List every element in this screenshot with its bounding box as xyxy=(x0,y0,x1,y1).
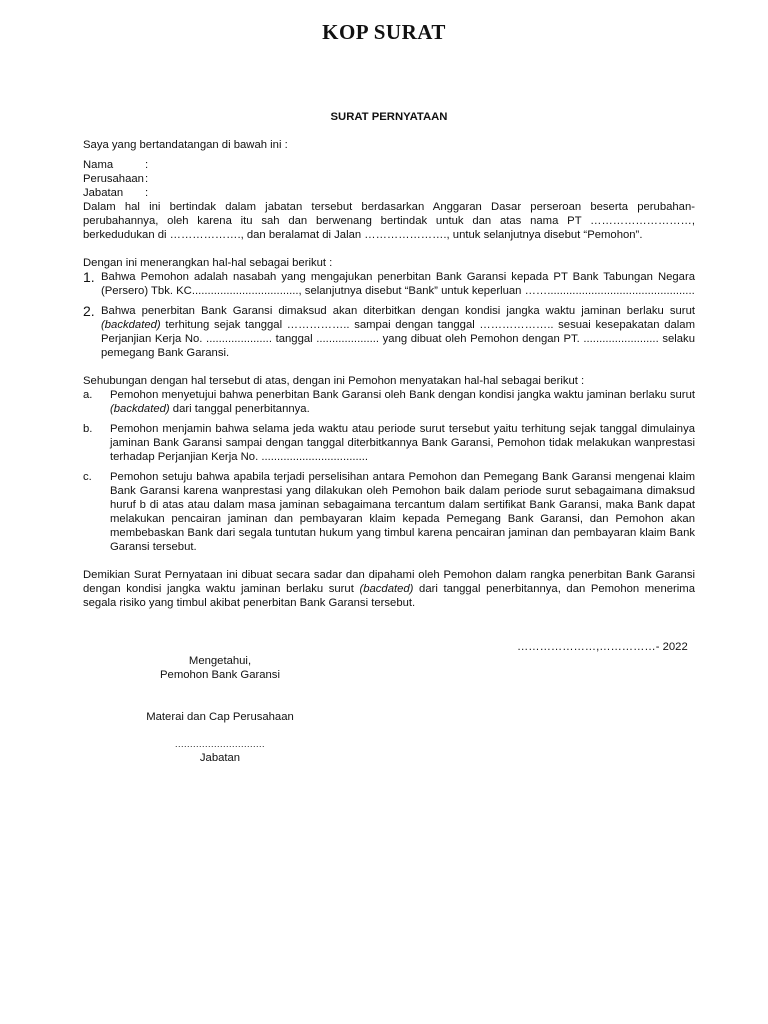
item-letter: a. xyxy=(83,389,93,401)
identity-separator: : xyxy=(145,187,149,199)
identity-row-company xyxy=(83,172,695,186)
identity-separator: : xyxy=(145,173,149,185)
applicant-role: Pemohon Bank Garansi xyxy=(160,669,280,681)
letterhead: KOP SURAT xyxy=(322,20,446,44)
position-label: Jabatan xyxy=(199,752,241,764)
item-text: Pemohon menjamin bahwa selama jeda waktu atau periode surut tersebut yaitu terhitung sejak tanggal dimulainya jaminan Bank Garansi sampai dengan tanggal diterbitkannya Bank Garansi, Pemohon tidak melakukan wanprestasi terhadap Perjanjian Kerja No. .................................. xyxy=(110,423,695,463)
capacity-paragraph: Dalam hal ini bertindak dalam jabatan tersebut berdasarkan Anggaran Dasar perseroan beserta perubahan-perubahannya, oleh karena itu sah dan berwenang bertindak untuk dan atas nama PT ………………………, berkedudukan di ………………., dan beralamat di Jalan …………………., untuk selanjutnya disebut “Pemohon”. xyxy=(83,201,695,241)
item-letter: b. xyxy=(83,423,93,435)
stamp-label: Materai dan Cap Perusahaan xyxy=(146,711,294,723)
identity-separator: : xyxy=(145,159,149,171)
lettered-item xyxy=(83,422,695,464)
lettered-item xyxy=(83,388,695,416)
item-letter: c. xyxy=(83,471,92,483)
numbered-item xyxy=(83,270,695,298)
item-text: Pemohon setuju bahwa apabila terjadi perselisihan antara Pemohon dan Pemegang Bank Garansi mengenai klaim Bank Garansi karena wanprestasi yang dilakukan oleh Pemohon baik dalam periode surut sebagaimana dimaksud huruf b di atas atau dalam masa jaminan sebagaimana tercantum dalam sertifikat Bank Garansi, maka Bank dapat melakukan pencairan jaminan dan pembayaran klaim kepada Pemegang Bank Garansi, dan Pemohon akan membebaskan Bank dari segala tuntutan hukum yang timbul karena pencairan jaminan dan pembayaran klaim Bank Garansi tersebut. xyxy=(110,471,695,553)
identity-label: Perusahaan xyxy=(83,173,144,185)
identity-row-name xyxy=(83,158,695,172)
item-number: 2. xyxy=(83,303,95,319)
item-number: 1. xyxy=(83,269,95,285)
date-line: …………………,……………- 2022 xyxy=(517,641,688,653)
item-text: Bahwa penerbitan Bank Garansi dimaksud akan diterbitkan dengan kondisi jangka waktu jaminan berlaku surut (backdated) terhitung sejak tanggal …………….. sampai dengan tanggal ……………….. sesuai kesepakatan dalam Perjanjian Kerja No. ..................... tanggal .................... yang dibuat oleh Pemohon dengan PT. ........................ selaku pemegang Bank Garansi. xyxy=(101,305,695,359)
consequence-intro: Sehubungan dengan hal tersebut di atas, dengan ini Pemohon menyatakan hal-hal sebagai berikut : xyxy=(83,375,585,387)
letter-title: SURAT PERNYATAAN xyxy=(330,111,448,123)
intro-text: Saya yang bertandatangan di bawah ini : xyxy=(83,139,288,151)
identity-block xyxy=(83,158,695,200)
identity-label: Nama xyxy=(83,159,114,171)
acknowledged-label: Mengetahui, xyxy=(188,655,252,667)
signature-line: .............................. xyxy=(174,739,265,749)
identity-label: Jabatan xyxy=(83,187,124,199)
letter-body xyxy=(83,110,695,610)
closing-paragraph: Demikian Surat Pernyataan ini dibuat secara sadar dan dipahami oleh Pemohon dalam rangka penerbitan Bank Garansi dengan kondisi jangka waktu jaminan berlaku surut (bacdated) dari tanggal penerbitannya, dan Pemohon menerima segala risiko yang timbul akibat penerbitan Bank Garansi tersebut. xyxy=(83,569,695,609)
lettered-item xyxy=(83,470,695,554)
numbered-item xyxy=(83,304,695,360)
item-text: Bahwa Pemohon adalah nasabah yang mengajukan penerbitan Bank Garansi kepada PT Bank Tabungan Negara (Persero) Tbk. KC.................................., selanjutnya disebut “Bank” untuk keperluan ……............................................... xyxy=(101,271,695,297)
item-text: Pemohon menyetujui bahwa penerbitan Bank Garansi oleh Bank dengan kondisi jangka waktu jaminan berlaku surut (backdated) dari tanggal penerbitannya. xyxy=(110,389,695,415)
identity-row-position xyxy=(83,186,695,200)
statement-intro: Dengan ini menerangkan hal-hal sebagai berikut : xyxy=(83,257,333,269)
